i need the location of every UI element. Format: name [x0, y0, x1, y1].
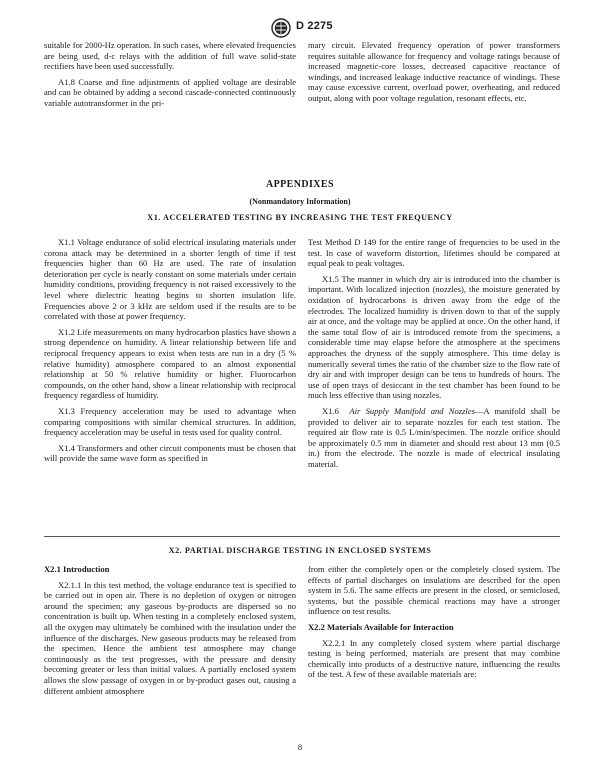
paragraph: Test Method D 149 for the entire range of frequencies to be used in the test. In case of waveform distortion, lifetimes should be compared at equal peak to peak voltages.	[308, 237, 560, 269]
page-header	[0, 18, 600, 38]
x2-left-column	[44, 564, 296, 701]
appendixes-heading: APPENDIXES	[266, 179, 334, 190]
astm-logo-icon	[271, 18, 291, 38]
paragraph	[308, 406, 560, 470]
page-number: 8	[297, 742, 303, 752]
subsection-heading: X2.2 Materials Available for Interaction	[308, 621, 454, 632]
top-right-column	[308, 40, 560, 109]
paragraph: mary circuit. Elevated frequency operation of power transformers requires suitable allowance for frequency and voltage ratings because of increased magnetic-core losses, decreased capacitive reactance of windings, and increased leakage inductive reactance of windings. These may cause excessive current, overload power, overheating, and reduced output, along with poor voltage regulation, resonant effects, etc.	[308, 40, 560, 103]
subsection-heading: X2.1 Introduction	[44, 564, 110, 574]
paragraph: X1.4 Transformers and other circuit components must be chosen that will provide the same wave form as specified in	[44, 442, 296, 464]
paragraph: A1.8 Coarse and fine adjustments of applied voltage are desirable and can be obtained by adding a second cascade-connected continuously variable autotransformer in the pri-	[44, 76, 296, 108]
standard-designation: D 2275	[296, 20, 333, 32]
x2-section-title: X2. PARTIAL DISCHARGE TESTING IN ENCLOSED SYSTEMS	[168, 546, 432, 555]
section-divider	[44, 536, 560, 537]
paragraph: X1.3 Frequency acceleration may be used to advantage when comparing compositions with similar chemical structures. In addition, frequency acceleration may be useful in tests used for quality control.	[44, 405, 296, 438]
top-left-column	[44, 40, 296, 114]
x2-right-column	[308, 564, 560, 685]
paragraph: X1.2 Life measurements on many hydrocarbon plastics have shown a strong dependence on humidity. A linear relationship between life and reciprocal frequency appears to exist when tests are run in a dry (5 % relative humidity) atmosphere compared to an almost exponential relationship at 50 % relative humidity or higher. Fluorocarbon compounds, on the other hand, show a linear relationship with reciprocal frequency regardless of humidity.	[44, 326, 296, 401]
x1-section-title: X1. ACCELERATED TESTING BY INCREASING THE TEST FREQUENCY	[147, 213, 453, 222]
clause-text: —A manifold shall be provided to deliver air to separate nozzles for each test station. The required air flow rate is 0.5 L/min/specimen. The nozzle orifice should be approximately 0.5 mm in diameter and should rest about 13 mm (0.5 in.) from the electrode. The nozzle is made of electrical insulating material.	[308, 405, 561, 469]
paragraph: X1.1 Voltage endurance of solid electrical insulating materials under corona attack may be determined in a shorter length of time if test frequencies higher than 60 Hz are used. The rate of insulation deterioration per cycle is nearly constant on some materials under certain humidity conditions, providing frequency is not raised excessively to the level where dielectric heating begins to shorten insulation life. Frequencies above 2 or 3 kHz are seldom used if the results are to be correlated with those at power frequency.	[44, 237, 296, 322]
paragraph: X2.1.1 In this test method, the voltage endurance test is specified to be carried out in open air. There is no depletion of oxygen or nitrogen around the specimen; any gaseous by-products are dispersed so no concentration is built up. When testing in a completely enclosed system, all the oxygen may ultimately be combined with the insulation under the influence of the discharges. New gaseous products may be released from the specimen. Hence the ambient test atmosphere may change continuously as the test progresses, with the pressure and density becoming greater or less than initial values. A partially enclosed system allows the slow passage of oxygen in or by-product gases out, causing a different ambient atmosphere	[44, 579, 296, 696]
nonmandatory-subheading: (Nonmandatory Information)	[249, 197, 351, 206]
x1-right-column	[308, 237, 560, 474]
paragraph: X1.5 The manner in which dry air is introduced into the chamber is important. With localized injection (nozzles), the moisture generated by oxidation of hydrocarbons is driven away from the edge of the electrodes. The localized humidity is driven down to that of the supply air at once, and the voltage may be applied at once. On the other hand, if the same total flow of air is introduced remote from the specimens, a considerable time may elapse before the atmosphere at the specimens approaches the dryness of the supply atmosphere. This time delay is numerically several times the ratio of the chamber size to the flow rate of dry air and with improper design can be tens to hundreds of hours. The use of open trays of desiccant in the test chamber has been found to be much less effective than using nozzles.	[308, 273, 560, 401]
paragraph: from either the completely open or the completely closed system. The effects of partial discharges on insulations are described for the open system in 5.6. The same effects are present in the closed, or semiclosed, systems, but the possible chemical reactions may have a stronger influence on test results.	[308, 564, 560, 617]
paragraph: X2.2.1 In any completely closed system where partial discharge testing is being performed, materials are present that may combine chemically into products of a destructive nature, influencing the results of the test. A few of these available materials are:	[308, 637, 560, 680]
paragraph: suitable for 2000-Hz operation. In such cases, where elevated frequencies are being used, d-c relays with the addition of full wave solid-state rectifiers have been used successfully.	[44, 40, 296, 72]
x1-left-column	[44, 237, 296, 469]
clause-number: X1.6	[322, 405, 339, 416]
clause-title: Air Supply Manifold and Nozzles	[349, 405, 475, 416]
